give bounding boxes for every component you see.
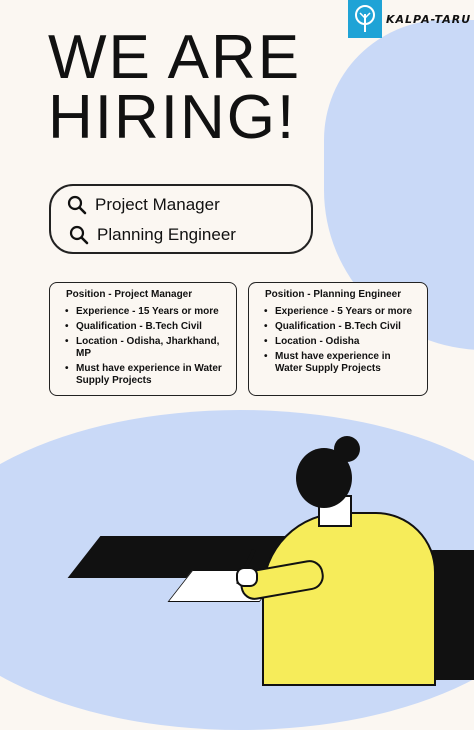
detail-qualification: • Qualification - B.Tech Civil (275, 321, 419, 333)
position-title: Position - Project Manager (66, 289, 193, 300)
position-title: Position - Planning Engineer (265, 289, 402, 300)
detail-requirement: • Must have experience in Water Supply Projects (275, 351, 419, 375)
position-details (257, 306, 419, 375)
decor-circle (28, 448, 80, 500)
headline-line-2: HIRING! (48, 83, 297, 152)
position-details (58, 306, 228, 387)
headline (48, 23, 302, 152)
search-icon (67, 195, 87, 215)
position-card-project-manager (49, 282, 237, 396)
detail-location: • Location - Odisha (275, 336, 419, 348)
detail-experience: • Experience - 15 Years or more (76, 306, 228, 318)
tree-icon (348, 0, 382, 38)
search-item-label: Project Manager (95, 195, 220, 214)
job-search-box (49, 184, 313, 254)
company-logo (348, 0, 471, 38)
person-body (262, 512, 436, 686)
logo-text: KALPA-TARU (386, 12, 472, 26)
detail-qualification: • Qualification - B.Tech Civil (76, 321, 228, 333)
search-item-label: Planning Engineer (97, 225, 236, 244)
detail-experience: • Experience - 5 Years or more (275, 306, 419, 318)
search-icon (69, 225, 89, 245)
hair-bun (334, 436, 360, 462)
search-item-project-manager[interactable] (67, 195, 220, 215)
detail-location: • Location - Odisha, Jharkhand, MP (76, 336, 228, 360)
detail-requirement: • Must have experience in Water Supply Projects (76, 363, 228, 387)
position-card-planning-engineer (248, 282, 428, 396)
search-item-planning-engineer[interactable] (69, 225, 236, 245)
person-hand (236, 567, 258, 587)
headline-line-1: WE ARE (48, 23, 302, 92)
